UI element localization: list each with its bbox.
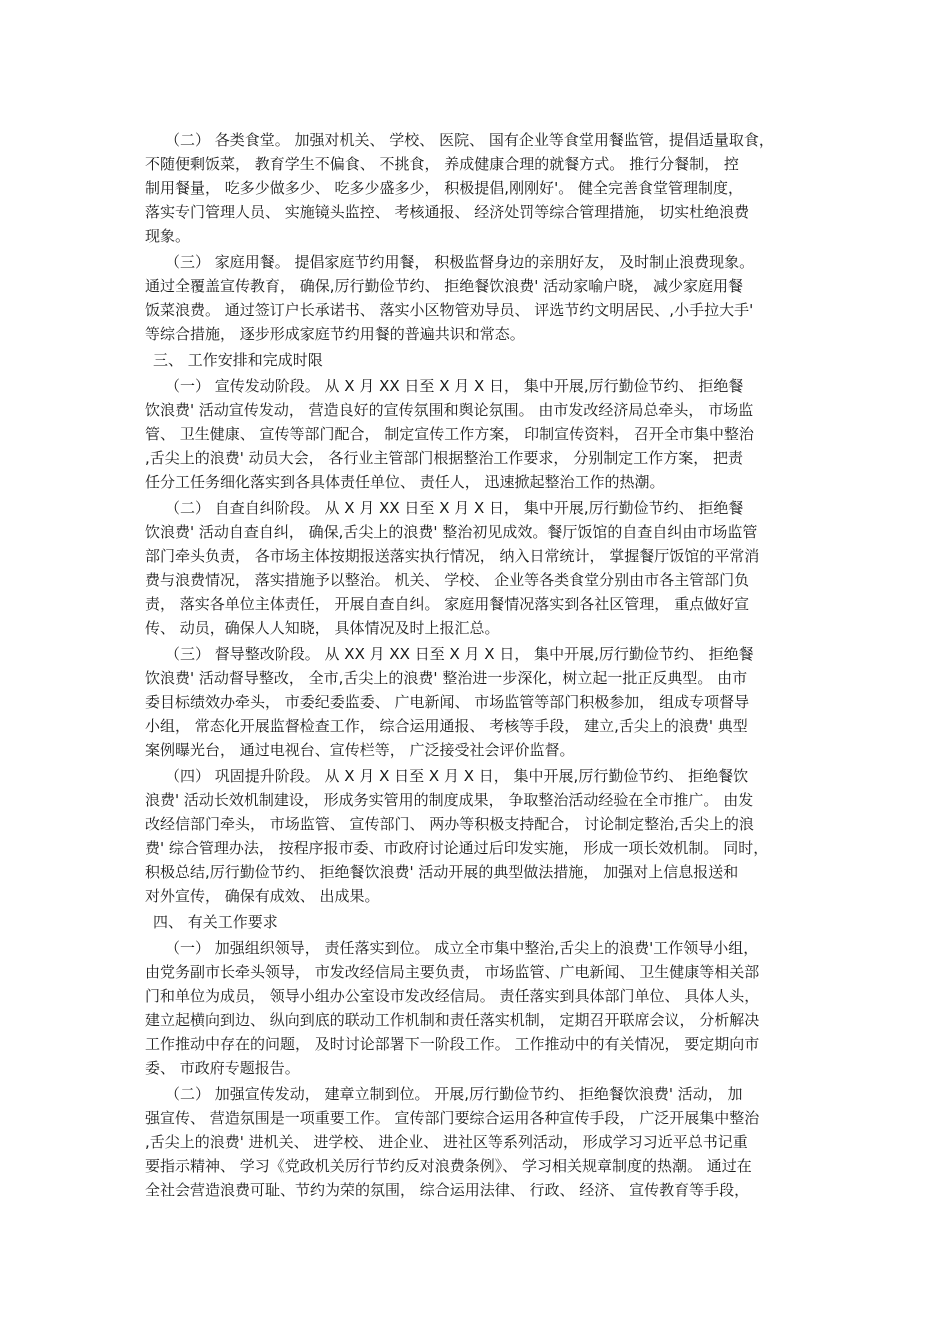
text-line: 委、 市政府专题报告。 — [145, 1059, 300, 1077]
text-line: 积极总结,厉行勤俭节约、 拒绝餐饮浪费' 活动开展的典型做法措施， 加强对上信息报送和 — [145, 863, 739, 881]
section-heading: 四、 有关工作要求 — [153, 913, 278, 931]
text-line: 要指示精神、 学习《党政机关厉行节约反对浪费条例》、 学习相关规章制度的热潮。 通过在 — [145, 1157, 752, 1175]
text-line: 落实专门管理人员、 实施镜头监控、 考核通报、 经济处罚等综合管理措施， 切实杜绝浪费 — [145, 203, 750, 221]
text-line: 浪费' 活动长效机制建设， 形成务实管用的制度成果， 争取整治活动经验在全市推广。 由发 — [145, 791, 754, 809]
text-line: 通过全覆盖宣传教育， 确保,厉行勤俭节约、 拒绝餐饮浪费' 活动家喻户晓， 减少家庭用餐 — [145, 277, 743, 295]
text-line: 费与浪费情况， 落实措施予以整治。 机关、 学校、 企业等各类食堂分别由市各主管部门负 — [145, 571, 750, 589]
text-line: 责， 落实各单位主体责任， 开展自查自纠。 家庭用餐情况落实到各社区管理， 重点做好宣 — [145, 595, 750, 613]
text-line: 门和单位为成员， 领导小组办公室设市发改经信局。 责任落实到具体部门单位、 具体人头， — [145, 987, 760, 1005]
text-line: 现象。 — [145, 227, 191, 245]
text-line: （二） 自查自纠阶段。 从 X 月 XX 日至 X 月 X 日， 集中开展,厉行勤俭节约、 拒绝餐 — [165, 499, 744, 517]
text-line: 饮浪费' 活动自查自纠， 确保,舌尖上的浪费' 整治初见成效。餐厅饭馆的自查自纠由市场监管 — [145, 523, 758, 541]
text-line: 强宣传、 营造氛围是一项重要工作。 宣传部门要综合运用各种宣传手段， 广泛开展集中整治 — [145, 1109, 760, 1127]
text-line: 全社会营造浪费可耻、节约为荣的氛围， 综合运用法律、 行政、 经济、 宣传教育等手段， — [145, 1181, 750, 1199]
text-line: 建立起横向到边、 纵向到底的联动工作机制和责任落实机制， 定期召开联席会议， 分析解决 — [145, 1011, 760, 1029]
text-line: 饮浪费' 活动宣传发动， 营造良好的宣传氛围和舆论氛围。 由市发改经济局总牵头， 市场监 — [145, 401, 754, 419]
text-line: 饮浪费' 活动督导整改， 全市,舌尖上的浪费' 整治进一步深化，树立起一批正反典型。 由市 — [145, 669, 748, 687]
text-line: （一） 加强组织领导， 责任落实到位。 成立全市集中整治,舌尖上的浪费'工作领导小组， — [165, 939, 759, 957]
text-line: 不随便剩饭菜， 教育学生不偏食、 不挑食， 养成健康合理的就餐方式。 推行分餐制， 控 — [145, 155, 739, 173]
text-line: ,舌尖上的浪费' 进机关、 进学校、 进企业、 进社区等系列活动， 形成学习习近平总书记重 — [145, 1133, 748, 1151]
text-line: 饭菜浪费。 通过签订户长承诺书、 落实小区物管劝导员、 评选节约文明居民、,小手拉大手' — [145, 301, 754, 319]
text-line: 任分工任务细化落实到各具体责任单位、 责任人， 迅速掀起整治工作的热潮。 — [145, 473, 665, 491]
text-line: （四） 巩固提升阶段。 从 X 月 X 日至 X 月 X 日， 集中开展,厉行勤俭节约、 拒绝餐饮 — [165, 767, 749, 785]
text-line: 管、 卫生健康、 宣传等部门配合， 制定宣传工作方案， 印制宣传资料， 召开全市集中整治 — [145, 425, 754, 443]
text-line: （一） 宣传发动阶段。 从 X 月 XX 日至 X 月 X 日， 集中开展,厉行勤俭节约、 拒绝餐 — [165, 377, 744, 395]
text-line: （三） 家庭用餐。 提倡家庭节约用餐， 积极监督身边的亲朋好友， 及时制止浪费现象。 — [165, 253, 755, 271]
text-line: 部门牵头负责， 各市场主体按期报送落实执行情况， 纳入日常统计， 掌握餐厅饭馆的平常消 — [145, 547, 760, 565]
section-heading: 三、 工作安排和完成时限 — [153, 351, 323, 369]
text-line: 等综合措施， 逐步形成家庭节约用餐的普遍共识和常态。 — [145, 325, 525, 343]
text-line: 制用餐量， 吃多少做多少、 吃多少盛多少， 积极提倡,刚刚好'。 健全完善食堂管理制度， — [145, 179, 743, 197]
text-line: 工作推动中存在的问题， 及时讨论部署下一阶段工作。 工作推动中的有关情况， 要定期向市 — [145, 1035, 760, 1053]
text-line: 传、 动员，确保人人知晓， 具体情况及时上报汇总。 — [145, 619, 500, 637]
text-line: 费' 综合管理办法， 按程序报市委、市政府讨论通过后印发实施， 形成一项长效机制。 同时， — [145, 839, 769, 857]
text-line: 改经信部门牵头， 市场监管、 宣传部门、 两办等积极支持配合， 讨论制定整治,舌尖上的浪 — [145, 815, 754, 833]
text-line: ,舌尖上的浪费' 动员大会， 各行业主管部门根据整治工作要求， 分别制定工作方案， 把责 — [145, 449, 743, 467]
text-line: 小组， 常态化开展监督检查工作， 综合运用通报、 考核等手段， 建立,舌尖上的浪费' 典型 — [145, 717, 748, 735]
text-line: （二） 各类食堂。 加强对机关、 学校、 医院、 国有企业等食堂用餐监管，提倡适量取食， — [165, 131, 774, 149]
text-line: （三） 督导整改阶段。 从 XX 月 XX 日至 X 月 X 日， 集中开展,厉行勤俭节约、 拒绝餐 — [165, 645, 754, 663]
text-line: （二） 加强宣传发动， 建章立制到位。 开展,厉行勤俭节约、 拒绝餐饮浪费' 活动， 加 — [165, 1085, 743, 1103]
text-line: 委目标绩效办牵头， 市委纪委监委、 广电新闻、 市场监管等部门积极参加， 组成专项督导 — [145, 693, 750, 711]
text-line: 对外宣传， 确保有成效、 出成果。 — [145, 887, 380, 905]
text-line: 案例曝光台， 通过电视台、宣传栏等， 广泛接受社会评价监督。 — [145, 741, 575, 759]
text-line: 由党务副市长牵头领导， 市发改经信局主要负责， 市场监管、广电新闻、 卫生健康等相关部 — [145, 963, 760, 981]
